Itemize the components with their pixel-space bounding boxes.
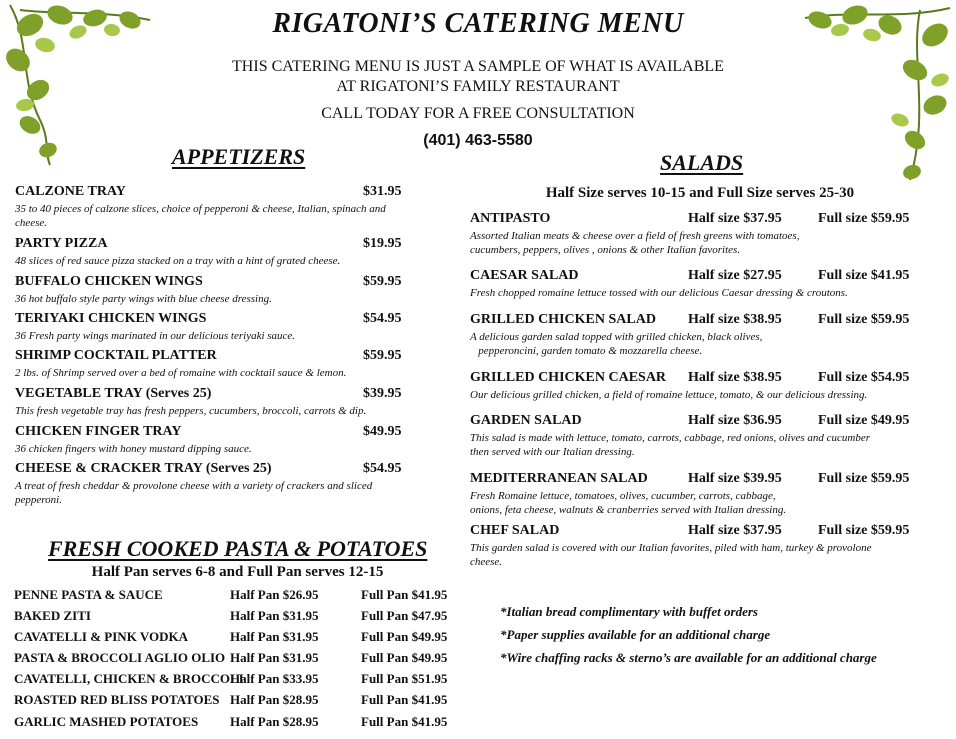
- note-bread: *Italian bread complimentary with buffet orders: [500, 604, 758, 619]
- salads-heading: SALADS: [660, 150, 744, 175]
- appetizers-heading: APPETIZERS: [172, 144, 306, 169]
- pasta-item: [14, 587, 464, 605]
- pasta-subhead: Half Pan serves 6-8 and Full Pan serves 12-15: [91, 564, 384, 580]
- item-description: This fresh vegetable tray has fresh peppers, cucumbers, broccoli, carrots & dip.: [15, 405, 367, 417]
- appetizer-item: [15, 461, 425, 507]
- appetizer-item: [15, 274, 425, 306]
- item-name: TERIYAKI CHICKEN WINGS: [15, 311, 207, 326]
- note-paper-supplies: *Paper supplies available for an additional charge: [500, 627, 771, 642]
- pasta-item: [14, 714, 464, 732]
- item-price: $54.95: [363, 311, 402, 326]
- pasta-item: [14, 608, 464, 626]
- item-name: CAVATELLI, CHICKEN & BROCCOLI: [14, 671, 244, 686]
- half-size-price: Half size $38.95: [688, 370, 782, 385]
- appetizer-item: [15, 424, 425, 456]
- full-size-price: Full size $54.95: [818, 370, 910, 385]
- item-price: $59.95: [363, 274, 402, 289]
- phone-number[interactable]: (401) 463-5580: [423, 132, 533, 149]
- half-size-price: Half size $36.95: [688, 413, 782, 428]
- item-name: PASTA & BROCCOLI AGLIO OLIO: [14, 650, 226, 665]
- item-name: ROASTED RED BLISS POTATOES: [14, 692, 220, 707]
- full-size-price: Full size $59.95: [818, 211, 910, 226]
- item-name: CAVATELLI & PINK VODKA: [14, 629, 188, 644]
- salads-subhead: Half Size serves 10-15 and Full Size serves 25-30: [545, 185, 855, 201]
- full-size-price: Full size $59.95: [818, 312, 910, 327]
- intro-line-2: AT RIGATONI’S FAMILY RESTAURANT: [336, 78, 620, 95]
- full-size-price: Full size $59.95: [818, 471, 910, 486]
- full-pan-price: Full Pan $47.95: [361, 608, 448, 623]
- salad-item: [470, 370, 930, 402]
- item-name: PENNE PASTA & SAUCE: [14, 587, 163, 602]
- page-title: RIGATONI’S CATERING MENU: [272, 8, 684, 39]
- appetizer-item: [15, 386, 425, 418]
- half-pan-price: Half Pan $31.95: [230, 629, 319, 644]
- item-description: Assorted Italian meats & cheese over a field of fresh greens with tomatoes, cucumbers, peppers, olives , onions & other Italian favorites.: [470, 230, 800, 256]
- item-name: GARDEN SALAD: [470, 413, 582, 428]
- salad-item: [470, 523, 930, 569]
- item-name: CALZONE TRAY: [15, 184, 126, 199]
- full-size-price: Full size $41.95: [818, 268, 910, 283]
- appetizer-item: [15, 236, 425, 268]
- full-pan-price: Full Pan $49.95: [361, 650, 448, 665]
- pasta-item: [14, 650, 464, 668]
- half-pan-price: Half Pan $28.95: [230, 714, 319, 729]
- item-description: 2 lbs. of Shrimp served over a bed of romaine with cocktail sauce & lemon.: [15, 367, 347, 379]
- consultation-line: CALL TODAY FOR A FREE CONSULTATION: [321, 105, 635, 122]
- item-description: 36 hot buffalo style party wings with blue cheese dressing.: [15, 293, 272, 305]
- item-name: GARLIC MASHED POTATOES: [14, 714, 199, 729]
- full-pan-price: Full Pan $49.95: [361, 629, 448, 644]
- item-name: ANTIPASTO: [470, 211, 551, 226]
- item-description: A delicious garden salad topped with grilled chicken, black olives, pepperoncini, garden tomato & mozzarella cheese.: [470, 331, 763, 357]
- full-size-price: Full size $59.95: [818, 523, 910, 538]
- item-name: SHRIMP COCKTAIL PLATTER: [15, 348, 217, 363]
- item-description: Our delicious grilled chicken, a field of romaine lettuce, tomato, & our delicious dressing.: [470, 389, 868, 401]
- item-name: CHICKEN FINGER TRAY: [15, 424, 182, 439]
- half-pan-price: Half Pan $31.95: [230, 650, 319, 665]
- item-name: MEDITERRANEAN SALAD: [470, 471, 648, 486]
- item-price: $19.95: [363, 236, 402, 251]
- pasta-item: [14, 671, 464, 689]
- half-pan-price: Half Pan $26.95: [230, 587, 319, 602]
- item-name: GRILLED CHICKEN CAESAR: [470, 370, 667, 385]
- item-description: This garden salad is covered with our Italian favorites, piled with ham, turkey & provolone cheese.: [470, 542, 872, 568]
- item-description: A treat of fresh cheddar & provolone cheese with a variety of crackers and sliced pepperoni.: [15, 480, 373, 506]
- appetizer-item: [15, 311, 425, 343]
- full-size-price: Full size $49.95: [818, 413, 910, 428]
- item-name: BUFFALO CHICKEN WINGS: [15, 274, 203, 289]
- salad-item: [470, 413, 930, 459]
- item-price: $49.95: [363, 424, 402, 439]
- full-pan-price: Full Pan $41.95: [361, 692, 448, 707]
- item-price: $59.95: [363, 348, 402, 363]
- item-price: $31.95: [363, 184, 402, 199]
- intro-line-1: THIS CATERING MENU IS JUST A SAMPLE OF WHAT IS AVAILABLE: [232, 58, 724, 75]
- half-pan-price: Half Pan $33.95: [230, 671, 319, 686]
- half-pan-price: Half Pan $31.95: [230, 608, 319, 623]
- full-pan-price: Full Pan $51.95: [361, 671, 448, 686]
- full-pan-price: Full Pan $41.95: [361, 587, 448, 602]
- pasta-heading: FRESH COOKED PASTA & POTATOES: [48, 536, 428, 561]
- half-size-price: Half size $38.95: [688, 312, 782, 327]
- half-size-price: Half size $27.95: [688, 268, 782, 283]
- pasta-item: [14, 692, 464, 710]
- item-name: CHEF SALAD: [470, 523, 560, 538]
- full-pan-price: Full Pan $41.95: [361, 714, 448, 729]
- item-description: This salad is made with lettuce, tomato, carrots, cabbage, red onions, olives and cucumber then served with our Italian dressing.: [470, 432, 871, 458]
- item-description: 36 chicken fingers with honey mustard dipping sauce.: [15, 443, 252, 455]
- item-price: $54.95: [363, 461, 402, 476]
- item-name: PARTY PIZZA: [15, 236, 108, 251]
- item-description: Fresh Romaine lettuce, tomatoes, olives, cucumber, carrots, cabbage, onions, feta cheese, walnuts & cranberries served with Italian dressing.: [470, 490, 787, 516]
- salad-item: [470, 268, 930, 300]
- appetizer-item: [15, 184, 425, 230]
- half-pan-price: Half Pan $28.95: [230, 692, 319, 707]
- pasta-item: [14, 629, 464, 647]
- item-price: $39.95: [363, 386, 402, 401]
- item-description: 48 slices of red sauce pizza stacked on a tray with a hint of grated cheese.: [15, 255, 341, 267]
- item-description: 35 to 40 pieces of calzone slices, choice of pepperoni & cheese, Italian, spinach and cheese.: [15, 203, 386, 229]
- half-size-price: Half size $39.95: [688, 471, 782, 486]
- appetizer-item: [15, 348, 425, 380]
- item-name: BAKED ZITI: [14, 608, 91, 623]
- item-description: Fresh chopped romaine lettuce tossed with our delicious Caesar dressing & croutons.: [470, 287, 848, 299]
- note-chaffing-racks: *Wire chaffing racks & sterno’s are available for an additional charge: [500, 650, 877, 665]
- item-name: CAESAR SALAD: [470, 268, 579, 283]
- half-size-price: Half size $37.95: [688, 523, 782, 538]
- salad-item: [470, 312, 930, 358]
- half-size-price: Half size $37.95: [688, 211, 782, 226]
- item-name: CHEESE & CRACKER TRAY (Serves 25): [15, 461, 272, 476]
- item-description: 36 Fresh party wings marinated in our delicious teriyaki sauce.: [15, 330, 296, 342]
- salad-item: [470, 211, 930, 257]
- salad-item: [470, 471, 930, 517]
- item-name: VEGETABLE TRAY (Serves 25): [15, 386, 212, 401]
- item-name: GRILLED CHICKEN SALAD: [470, 312, 656, 327]
